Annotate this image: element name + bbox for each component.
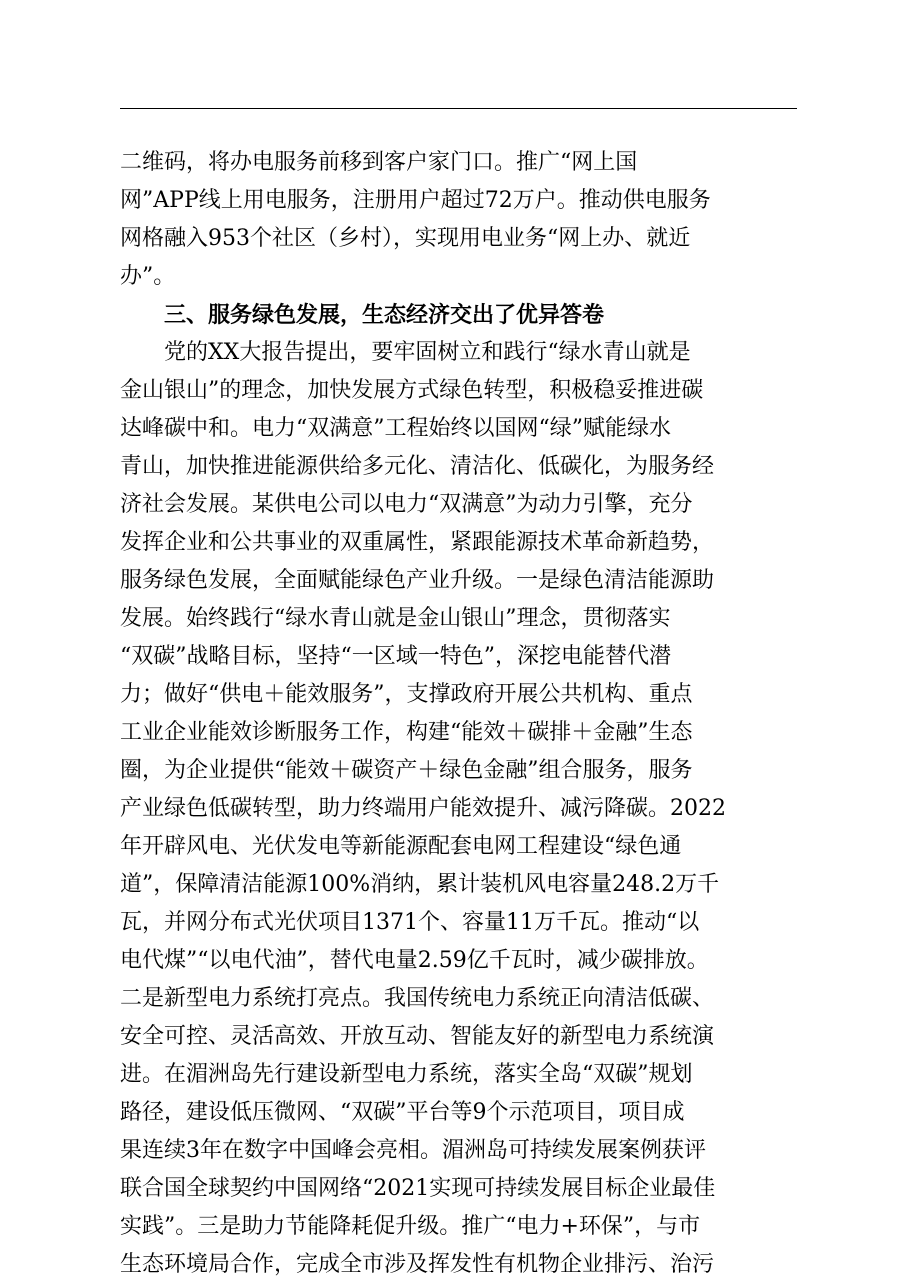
document-body	[120, 144, 810, 1284]
body-line: 年开辟风电、光伏发电等新能源配套电网工程建设“绿色通	[120, 834, 682, 859]
body-line: 力；做好“供电＋能效服务”，支撑政府开展公共机构、重点	[120, 682, 693, 707]
body-line: 青山，加快推进能源供给多元化、清洁化、低碳化，为服务经	[120, 454, 715, 479]
body-line: 党的XX大报告提出，要牢固树立和践行“绿水青山就是	[120, 340, 691, 365]
body-line: 电代煤”“以电代油”，替代电量2.59亿千瓦时，减少碳排放。	[120, 948, 709, 973]
header-rule	[120, 108, 797, 109]
body-line: 实践”。三是助力节能降耗促升级。推广“电力+环保”，与市	[120, 1214, 701, 1239]
body-line: 二是新型电力系统打亮点。我国传统电力系统正向清洁低碳、	[120, 986, 715, 1011]
body-line: 服务绿色发展，全面赋能绿色产业升级。一是绿色清洁能源助	[120, 568, 715, 593]
body-line: 安全可控、灵活高效、开放互动、智能友好的新型电力系统演	[120, 1024, 715, 1049]
section-heading: 三、服务绿色发展，生态经济交出了优异答卷	[164, 302, 605, 328]
body-line: 金山银山”的理念，加快发展方式绿色转型，积极稳妥推进碳	[120, 378, 704, 403]
body-line: 发展。始终践行“绿水青山就是金山银山”理念，贯彻落实	[120, 606, 671, 631]
body-line: 网格融入953个社区（乡村），实现用电业务“网上办、就近	[120, 226, 691, 251]
body-line: “双碳”战略目标，坚持“一区域一特色”，深挖电能替代潜	[120, 644, 671, 669]
body-line: 达峰碳中和。电力“双满意”工程始终以国网“绿”赋能绿水	[120, 416, 671, 441]
body-line: 路径，建设低压微网、“双碳”平台等9个示范项目，项目成	[120, 1100, 685, 1125]
body-line: 果连续3年在数字中国峰会亮相。湄洲岛可持续发展案例获评	[120, 1138, 706, 1163]
body-line: 瓦，并网分布式光伏项目1371个、容量11万千瓦。推动“以	[120, 910, 700, 935]
body-line: 二维码，将办电服务前移到客户家门口。推广“网上国	[120, 150, 638, 175]
body-line: 网”APP线上用电服务，注册用户超过72万户。推动供电服务	[120, 188, 711, 213]
body-line: 办”。	[120, 264, 176, 289]
body-line: 进。在湄洲岛先行建设新型电力系统，落实全岛“双碳”规划	[120, 1062, 693, 1087]
body-line: 联合国全球契约中国网络“2021实现可持续发展目标企业最佳	[120, 1176, 716, 1201]
body-line: 发挥企业和公共事业的双重属性，紧跟能源技术革命新趋势，	[120, 530, 715, 555]
body-line: 工业企业能效诊断服务工作，构建“能效＋碳排＋金融”生态	[120, 720, 693, 745]
body-line: 道”，保障清洁能源100%消纳，累计装机风电容量248.2万千	[120, 872, 720, 897]
body-line: 济社会发展。某供电公司以电力“双满意”为动力引擎，充分	[120, 492, 693, 517]
body-line: 圈，为企业提供“能效＋碳资产＋绿色金融”组合服务，服务	[120, 758, 693, 783]
body-line: 产业绿色低碳转型，助力终端用户能效提升、减污降碳。2022	[120, 796, 726, 821]
body-line: 生态环境局合作，完成全市涉及挥发性有机物企业排污、治污	[120, 1252, 715, 1277]
